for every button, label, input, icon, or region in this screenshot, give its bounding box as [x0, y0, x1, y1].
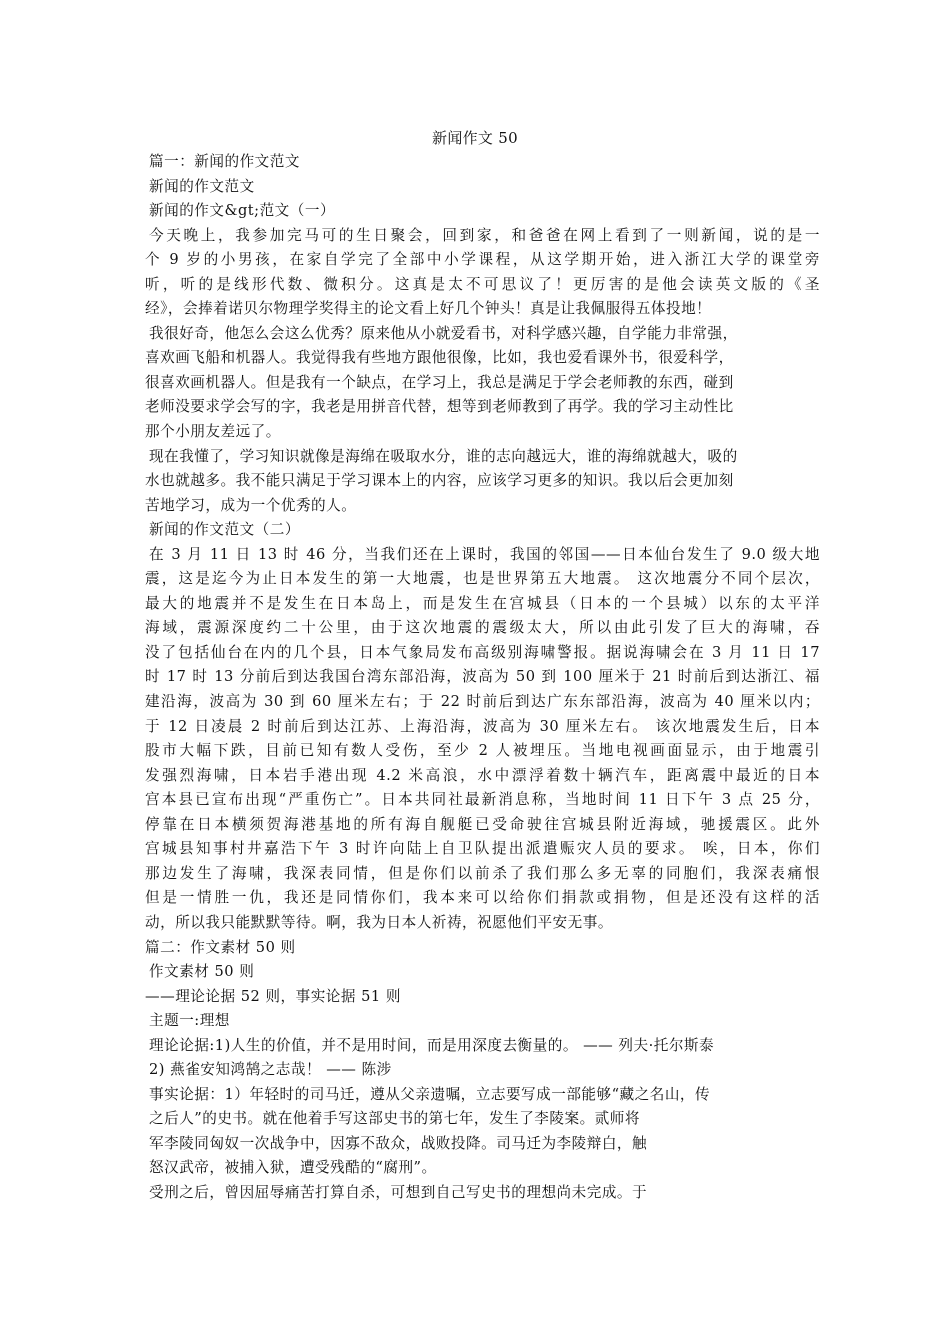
text-line: 事实论据：1）年轻时的司马迁，遵从父亲遗嘱，立志要写成一部能够“藏之名山，传 — [149, 1085, 711, 1103]
text-line: ——理论论据 52 则，事实论据 51 则 — [145, 987, 401, 1005]
text-line: 今天晚上，我参加完马可的生日聚会，回到家，和爸爸在网上看到了一则新闻，说的是一 — [149, 226, 820, 244]
text-line: 海域，震源深度约二十公里，由于这次地震的震级太大，所以由此引发了巨大的海啸，吞 — [145, 619, 820, 637]
text-line: 但是一情胜一仇，我还是同情你们，我本来可以给你们捐款或捐物，但是还没有这样的活 — [145, 889, 820, 907]
text-line: 我很好奇，他怎么会这么优秀？原来他从小就爱看书，对科学感兴趣，自学能力非常强， — [149, 324, 738, 342]
text-line: 股市大幅下跌，目前已知有数人受伤，至少 2 人被埋压。当地电视画面显示，由于地震引 — [145, 742, 820, 760]
text-line: 理论论据:1)人生的价值，并不是用时间，而是用深度去衡量的。 —— 列夫·托尔斯泰 — [149, 1036, 715, 1054]
text-line: 老师没要求学会写的字，我老是用拼音代替，想等到老师教到了再学。我的学习主动性比 — [145, 398, 734, 416]
text-line: 作文素材 50 则 — [149, 963, 255, 981]
text-line: 宫城县知事村井嘉浩下午 3 时许向陆上自卫队提出派遣赈灾人员的要求。 唉，日本，你们 — [145, 840, 820, 858]
text-line: 那个小朋友差远了。 — [145, 423, 281, 441]
text-line: 停靠在日本横须贺海港基地的所有海自舰艇已受命驶往宫城县附近海域，驰援震区。此外 — [145, 815, 820, 833]
text-line: 怒汉武帝，被捕入狱，遭受残酷的“腐刑”。 — [149, 1159, 437, 1177]
text-line: 苦地学习，成为一个优秀的人。 — [145, 496, 357, 514]
text-line: 建沿海，波高为 30 到 60 厘米左右；于 22 时前后到达广东东部沿海，波高为 40 厘米以内； — [145, 693, 820, 711]
text-line: 篇一：新闻的作文范文 — [149, 153, 300, 170]
text-line: 主题一:理想 — [149, 1012, 230, 1030]
text-line: 那边发生了海啸，我深表同情，但是你们以前杀了我们那么多无辜的同胞们，我深表痛恨 — [145, 864, 820, 882]
text-line: 发强烈海啸，日本岩手港出现 4.2 米高浪，水中漂浮着数十辆汽车，距离震中最近的日本 — [145, 766, 820, 784]
document-body — [145, 150, 820, 1206]
document-title: 新闻作文 50 — [432, 129, 518, 147]
text-line: 最大的地震并不是发生在日本岛上，而是发生在宫城县（日本的一个县城）以东的太平洋 — [145, 594, 820, 612]
text-line: 宫本县已宣布出现“严重伤亡”。日本共同社最新消息称，当地时间 11 日下午 3 点 25 分， — [145, 791, 820, 809]
text-line: 个 9 岁的小男孩，在家自学完了全部中小学课程，从这学期开始，进入浙江大学的课堂旁 — [145, 251, 820, 269]
text-line: 于 12 日凌晨 2 时前后到达江苏、上海沿海，波高为 30 厘米左右。 该次地震发生后，日本 — [145, 717, 820, 735]
text-line: 震，这是迄今为止日本发生的第一大地震，也是世界第五大地震。 这次地震分不同个层次， — [145, 570, 820, 588]
text-line: 篇二：作文素材 50 则 — [145, 938, 296, 956]
text-line: 现在我懂了，学习知识就像是海绵在吸取水分，谁的志向越远大，谁的海绵就越大，吸的 — [149, 447, 738, 465]
text-line: 之后人”的史书。就在他着手写这部史书的第七年，发生了李陵案。贰师将 — [149, 1110, 640, 1128]
text-line: 没了包括仙台在内的几个县，日本气象局发布高级别海啸警报。据说海啸会在 3 月 11 日 17 — [145, 643, 820, 661]
text-line: 时 17 时 13 分前后到达我国台湾东部沿海，波高为 50 到 100 厘米于 21 时前后到达浙江、福 — [145, 668, 820, 686]
text-line: 2) 燕雀安知鸿鹄之志哉！ —— 陈涉 — [149, 1061, 392, 1079]
text-line: 新闻的作文范文 — [149, 177, 255, 195]
text-line: 新闻的作文范文（二） — [149, 521, 300, 539]
text-line: 很喜欢画机器人。但是我有一个缺点，在学习上，我总是满足于学会老师教的东西，碰到 — [145, 373, 734, 391]
text-line: 新闻的作文&gt;范文（一） — [149, 202, 336, 220]
text-line: 在 3 月 11 日 13 时 46 分，当我们还在上课时，我国的邻国——日本仙台发生了 9.0 级大地 — [149, 545, 820, 563]
text-line: 听，听的是线形代数、微积分。这真是太不可思议了！更厉害的是他会读英文版的《圣 — [145, 275, 820, 293]
text-line: 喜欢画飞船和机器人。我觉得我有些地方跟他很像，比如，我也爱看课外书，很爱科学， — [145, 349, 734, 367]
text-line: 水也就越多。我不能只满足于学习课本上的内容，应该学习更多的知识。我以后会更加刻 — [145, 472, 734, 490]
text-line: 动，所以我只能默默等待。啊，我为日本人祈祷，祝愿他们平安无事。 — [145, 913, 613, 931]
text-line: 军李陵同匈奴一次战争中，因寡不敌众，战败投降。司马迁为李陵辩白，触 — [149, 1134, 648, 1152]
text-line: 经》，会捧着诺贝尔物理学奖得主的论文看上好几个钟头！真是让我佩服得五体投地！ — [145, 300, 712, 318]
text-line: 受刑之后，曾因屈辱痛苦打算自杀，可想到自己写史书的理想尚未完成。于 — [149, 1183, 648, 1201]
